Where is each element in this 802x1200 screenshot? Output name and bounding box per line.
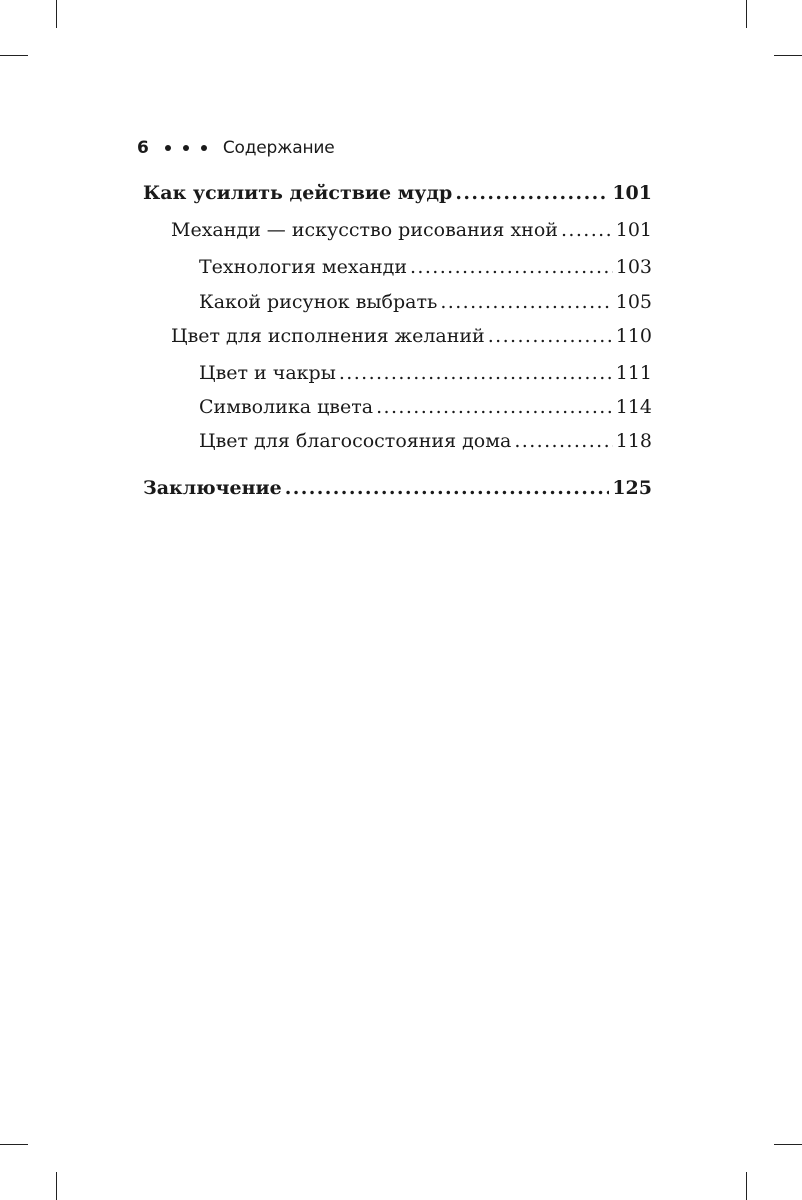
crop-mark-top-left <box>56 0 57 28</box>
bullet-dot-icon <box>183 145 189 151</box>
toc-entry-section[interactable] <box>171 218 652 242</box>
crop-mark-bottom-right-h <box>774 1144 802 1145</box>
dot-leader <box>339 361 613 385</box>
toc-entry-title: Как усилить действие мудр <box>143 182 453 204</box>
dot-leader <box>455 181 609 205</box>
toc-entry-subsection[interactable] <box>199 255 652 279</box>
toc-entry-page: 110 <box>615 325 652 347</box>
crop-mark-top-left-h <box>0 55 28 56</box>
toc-entry-title: Символика цвета <box>199 396 374 418</box>
toc-entry-chapter[interactable] <box>143 181 652 205</box>
crop-mark-top-right-h <box>774 55 802 56</box>
toc-entry-page: 105 <box>615 291 652 313</box>
toc-entry-page: 101 <box>615 219 652 241</box>
toc-entry-page: 101 <box>612 182 652 204</box>
bullet-dot-icon <box>201 145 207 151</box>
dot-leader <box>488 324 613 348</box>
running-head-section: Содержание <box>222 138 335 158</box>
crop-mark-bottom-right <box>746 1172 747 1200</box>
toc-entry-page: 114 <box>615 396 652 418</box>
running-head <box>137 136 334 160</box>
crop-mark-top-right <box>746 0 747 28</box>
toc-entry-page: 125 <box>612 477 652 499</box>
page-number: 6 <box>137 138 149 158</box>
toc-entry-page: 103 <box>615 256 652 278</box>
dot-leader <box>561 218 613 242</box>
crop-mark-bottom-left-h <box>0 1144 28 1145</box>
toc-entry-title: Механди — искусство рисования хной <box>171 219 558 241</box>
toc-entry-page: 118 <box>615 430 652 452</box>
toc-entry-subsection[interactable] <box>199 290 652 314</box>
toc-entry-title: Какой рисунок выбрать <box>199 291 438 313</box>
dot-leader <box>376 395 613 419</box>
toc-entry-subsection[interactable] <box>199 395 652 419</box>
dot-leader <box>514 429 612 453</box>
toc-entry-subsection[interactable] <box>199 429 652 453</box>
dot-leader <box>410 255 613 279</box>
toc-entry-title: Заключение <box>143 477 282 499</box>
crop-mark-bottom-left <box>56 1172 57 1200</box>
dot-leader <box>285 476 610 500</box>
toc-entry-title: Цвет для благосостояния дома <box>199 430 512 452</box>
dot-leader <box>440 290 612 314</box>
bullet-dots <box>165 145 207 151</box>
toc-entry-chapter[interactable] <box>143 476 652 500</box>
toc-entry-section[interactable] <box>171 324 652 348</box>
toc-entry-page: 111 <box>615 362 652 384</box>
toc-entry-subsection[interactable] <box>199 361 652 385</box>
bullet-dot-icon <box>165 145 171 151</box>
toc-entry-title: Цвет для исполнения желаний <box>171 325 485 347</box>
toc-entry-title: Технология механди <box>199 256 407 278</box>
toc-entry-title: Цвет и чакры <box>199 362 336 384</box>
